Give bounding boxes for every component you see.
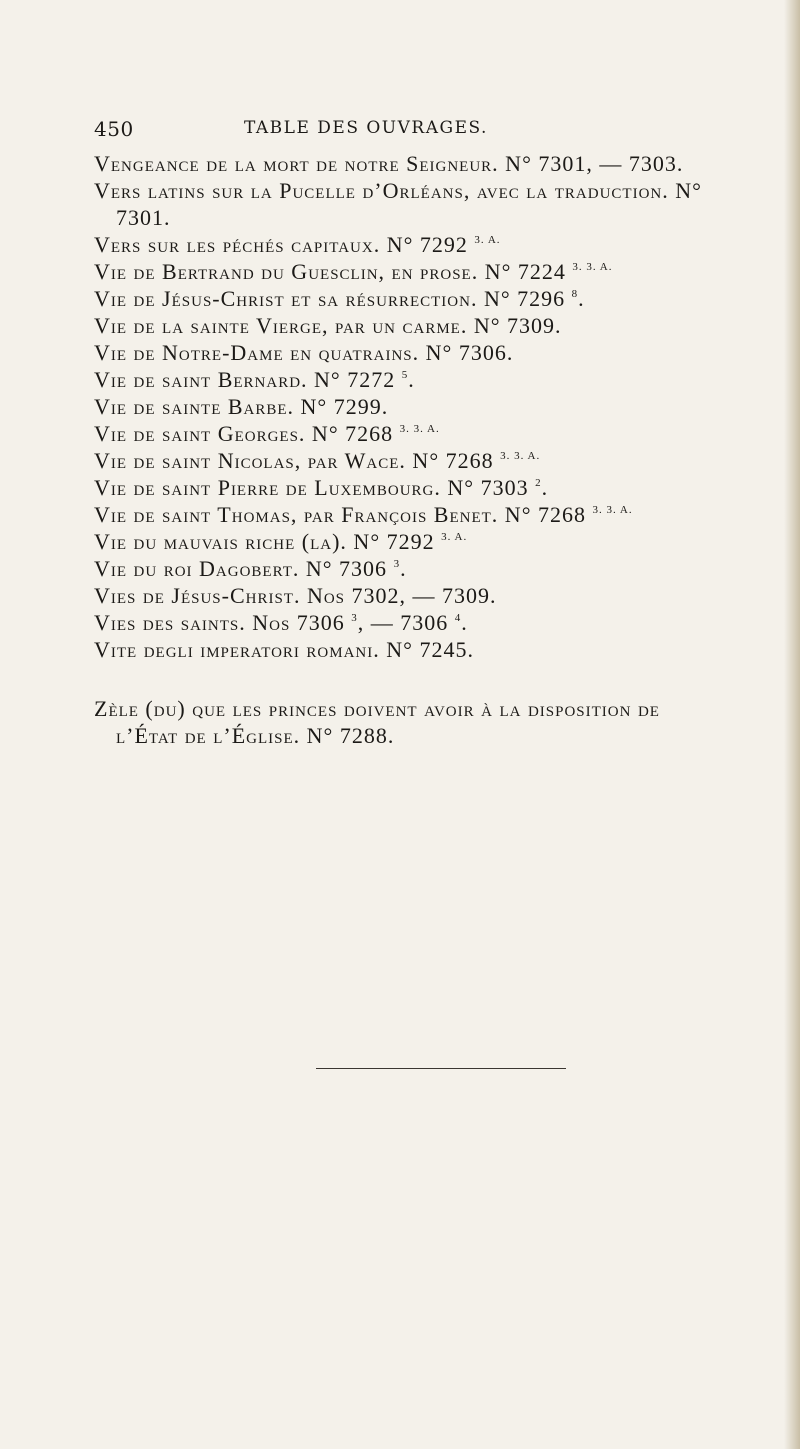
- list-item: [94, 582, 714, 609]
- entry-note: 3. 3. A.: [572, 261, 613, 273]
- list-item: [94, 555, 714, 582]
- list-item: [94, 285, 714, 312]
- entry-note: 4: [454, 612, 462, 624]
- entry-text: Vie de la sainte Vierge, par un carme. N° 7309.: [94, 313, 562, 338]
- entry-text: Vie du roi Dagobert. N° 7306: [94, 556, 388, 581]
- entry-text: Vies de Jésus-Christ. Nos 7302, — 7309.: [94, 583, 497, 608]
- list-item: [94, 420, 714, 447]
- entry-text: Vie de saint Nicolas, par Wace. N° 7268: [94, 448, 494, 473]
- list-item: [94, 501, 714, 528]
- entry-text: Vengeance de la mort de notre Seigneur. N° 7301, — 7303.: [94, 151, 684, 176]
- entry-tail: .: [578, 286, 585, 311]
- entry-text: Vers sur les péchés capitaux. N° 7292: [94, 232, 468, 257]
- entry-text: Vie de Jésus-Christ et sa résurrection. N° 7296: [94, 286, 566, 311]
- entry-text: Vie du mauvais riche (la). N° 7292: [94, 529, 435, 554]
- entry-text: Vers latins sur la Pucelle d’Orléans, avec la traduction. N° 7301.: [94, 178, 702, 230]
- entry-tail: .: [541, 475, 549, 500]
- bottom-rule: [316, 1068, 566, 1069]
- entry-note: 3. 3. A.: [592, 504, 633, 516]
- entry-note: 3. A.: [441, 531, 468, 543]
- entry-text: Vie de saint Georges. N° 7268: [94, 421, 394, 446]
- entry-text: Vite degli imperatori romani. N° 7245.: [94, 637, 474, 662]
- list-item: [94, 393, 714, 420]
- entry-note: 3. 3. A.: [399, 423, 440, 435]
- entry-text: Vie de Bertrand du Guesclin, en prose. N° 7224: [94, 259, 566, 284]
- list-item: [94, 150, 714, 177]
- entry-text: Zèle (du) que les princes doivent avoir à la disposition de l’État de l’Église. N° 7288.: [94, 696, 660, 748]
- entry-text: Vie de saint Bernard. N° 7272: [94, 367, 396, 392]
- index-entries: [94, 150, 714, 749]
- entry-note: 3. A.: [474, 234, 501, 246]
- list-item: [94, 366, 714, 393]
- list-item: [94, 636, 714, 663]
- list-item: [94, 177, 714, 231]
- entry-note: 3: [393, 558, 401, 570]
- entry-note: 3: [351, 612, 358, 624]
- list-item: [94, 528, 714, 555]
- page-edge: [784, 0, 800, 1449]
- entry-text: Vie de saint Pierre de Luxembourg. N° 7303: [94, 475, 529, 500]
- list-item: [94, 231, 714, 258]
- entry-tail: .: [408, 367, 415, 392]
- list-item: [94, 695, 714, 749]
- entry-tail: .: [400, 556, 407, 581]
- entry-note: 3. 3. A.: [500, 450, 541, 462]
- list-item: [94, 609, 714, 636]
- entry-text: Vie de Notre-Dame en quatrains. N° 7306.: [94, 340, 514, 365]
- running-head: TABLE DES OUVRAGES.: [244, 118, 488, 138]
- list-item: [94, 312, 714, 339]
- entry-text: Vie de saint Thomas, par François Benet. N° 7268: [94, 502, 586, 527]
- entry-tail: .: [461, 610, 468, 635]
- list-item: [94, 474, 714, 501]
- entry-tail: , — 7306: [357, 610, 449, 635]
- entry-text: Vies des saints. Nos 7306: [94, 610, 345, 635]
- entry-text: Vie de sainte Barbe. N° 7299.: [94, 394, 389, 419]
- entry-note: 8: [571, 288, 579, 300]
- list-item: [94, 447, 714, 474]
- page-number: 450: [94, 117, 134, 141]
- list-item: [94, 258, 714, 285]
- entry-note: 5: [401, 369, 409, 381]
- list-item: [94, 339, 714, 366]
- entry-note: 2: [535, 477, 542, 489]
